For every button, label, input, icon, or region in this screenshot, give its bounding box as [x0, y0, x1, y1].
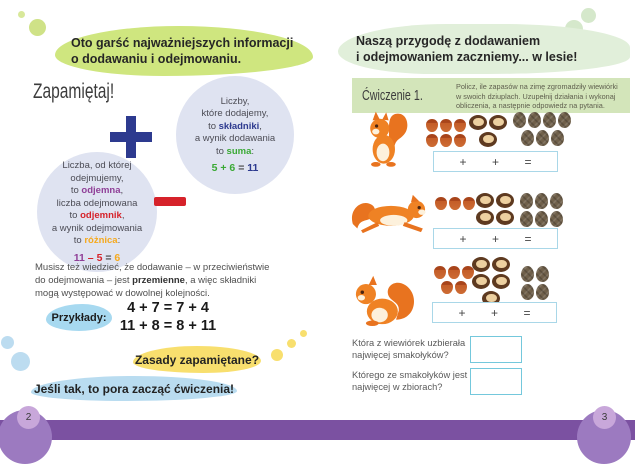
subtraction-info-bubble [37, 152, 157, 272]
term-przemienne: przemienne [132, 274, 185, 286]
decor-dot-green [29, 19, 46, 36]
acorn-icon [426, 119, 438, 132]
pinecone-icon [535, 211, 548, 227]
question-1-label: Która z wiewiórek uzbierała najwięcej smakołyków? [352, 338, 466, 360]
pinecone-group-row-3 [519, 266, 551, 300]
addition-text-line: to suma: [215, 145, 255, 157]
hazelnut-icon [489, 115, 507, 130]
decor-dot-green [581, 8, 596, 23]
acorn-icon [426, 134, 438, 147]
commutativity-note: Musisz też wiedzieć, że dodawanie – w przeciwieństwie do odejmowania – jest przemienne, a więc składniki mogą występować w dowolnej kolejności. [35, 262, 270, 299]
pinecone-icon [536, 284, 549, 300]
hazelnut-icon [472, 274, 490, 289]
subtraction-text-line: odejmujemy, [70, 172, 124, 184]
acorn-icon [434, 266, 446, 279]
hazelnut-icon [496, 210, 514, 225]
example-equation-1: 4 + 7 = 7 + 4 [127, 300, 209, 316]
hazelnut-group-row-3 [470, 257, 512, 306]
right-intro-speech-bubble [338, 24, 630, 74]
decor-dot-yellow [271, 349, 283, 361]
acorn-icon [449, 197, 461, 210]
minus-icon [154, 197, 186, 206]
addition-text-line: Liczby, [220, 95, 250, 107]
hazelnut-icon [492, 257, 510, 272]
pinecone-group-row-2 [518, 193, 565, 227]
pinecone-icon [521, 130, 534, 146]
pinecone-icon [528, 112, 541, 128]
subtraction-example-equation: 11 – 5 = 6 [73, 251, 121, 264]
exercise-instructions: Policz, ile zapasów na zimę zgromadziły wiewiórki w swoich dziuplach. Uzupełnij działania i wykonaj obliczenia, a następnie odpowiedz na pytania. [456, 82, 618, 111]
term-odjemnik: odjemnik [80, 210, 122, 221]
pinecone-icon [550, 193, 563, 209]
examples-label-bubble: Przykłady: [46, 304, 112, 331]
pinecone-icon [536, 130, 549, 146]
term-roznica: różnica [84, 235, 118, 246]
pinecone-icon [551, 130, 564, 146]
acorn-icon [435, 197, 447, 210]
pinecone-icon [520, 211, 533, 227]
hazelnut-icon [479, 132, 497, 147]
term-odjemna: odjemna [81, 185, 121, 196]
acorn-icon [448, 266, 460, 279]
hazelnut-group-row-1 [467, 115, 509, 147]
addition-text-line: a wynik dodawania [194, 133, 276, 144]
plus-icon [110, 116, 152, 158]
start-exercises-bubble: Jeśli tak, to pora zacząć ćwiczenia! [31, 376, 237, 401]
pinecone-icon [550, 211, 563, 227]
decor-dot-small-green [18, 11, 25, 18]
squirrel-sitting-illustration [352, 274, 420, 326]
acorn-group-row-2 [432, 197, 478, 210]
page-number-left: 2 [17, 406, 40, 429]
squirrel-standing-illustration [363, 109, 411, 167]
pinecone-group-row-1 [511, 112, 573, 146]
subtraction-text-line: to odjemnik, [69, 210, 125, 221]
acorn-group-row-1 [423, 119, 469, 147]
addition-example-equation: 5 + 6 = 11 [211, 162, 259, 174]
recap-question-bubble: Zasady zapamiętane? [133, 346, 261, 373]
pinecone-icon [536, 266, 549, 282]
question-1-answer-input[interactable] [470, 336, 522, 363]
footer-bar [0, 420, 635, 440]
acorn-icon [454, 134, 466, 147]
hazelnut-icon [469, 115, 487, 130]
addition-info-bubble [176, 76, 294, 194]
acorn-icon [454, 119, 466, 132]
pinecone-icon [543, 112, 556, 128]
right-intro-line-2: i odejmowaniem zaczniemy... w lesie! [356, 50, 578, 64]
hazelnut-icon [496, 193, 514, 208]
question-2-answer-input[interactable] [470, 368, 522, 395]
subtraction-text-line: a wynik odejmowania [51, 222, 143, 234]
hazelnut-icon [476, 210, 494, 225]
right-intro-line-1: Naszą przygodę z dodawaniem [356, 34, 541, 48]
pinecone-icon [535, 193, 548, 209]
decor-dot-blue [11, 352, 30, 371]
hazelnut-icon [476, 193, 494, 208]
intro-line-1: Oto garść najważniejszych informacji [71, 36, 294, 50]
decor-dot-yellow [300, 330, 307, 337]
decor-dot-yellow [287, 339, 296, 348]
pinecone-icon [521, 266, 534, 282]
acorn-icon [440, 119, 452, 132]
exercise-number-label: Ćwiczenie 1. [362, 88, 423, 104]
intro-line-2: o dodawaniu i odejmowaniu. [71, 52, 242, 66]
equation-answer-box-row-2[interactable]: + + = [433, 228, 558, 249]
page-number-right: 3 [593, 406, 616, 429]
addition-text-line: które dodajemy, [201, 108, 269, 119]
hazelnut-icon [492, 274, 510, 289]
left-intro-speech-bubble [55, 26, 313, 76]
hazelnut-group-row-2 [474, 193, 516, 225]
addition-text-line: to składniki, [208, 120, 262, 132]
equation-answer-box-row-1[interactable]: + + = [433, 151, 558, 172]
decor-dot-blue [1, 336, 14, 349]
remember-heading: Zapamiętaj! [33, 80, 115, 103]
acorn-icon [441, 281, 453, 294]
squirrel-leaping-illustration [350, 194, 432, 234]
subtraction-text-line: to różnica: [73, 235, 121, 246]
pinecone-icon [558, 112, 571, 128]
hazelnut-icon [472, 257, 490, 272]
question-2-label: Którego ze smakołyków jest najwięcej w zbiorach? [352, 370, 468, 392]
example-equations [118, 299, 218, 335]
pinecone-icon [513, 112, 526, 128]
acorn-icon [455, 281, 467, 294]
subtraction-text-line: to odjemna, [70, 185, 124, 196]
term-suma: suma [226, 145, 252, 157]
pinecone-icon [521, 284, 534, 300]
acorn-icon [440, 134, 452, 147]
example-equation-2: 11 + 8 = 8 + 11 [119, 318, 217, 334]
subtraction-text-line: liczba odejmowana [56, 197, 138, 209]
equation-answer-box-row-3[interactable]: + + = [432, 302, 557, 323]
term-skladniki: składniki [218, 120, 260, 132]
pinecone-icon [520, 193, 533, 209]
subtraction-text-line: Liczba, od której [62, 160, 132, 171]
